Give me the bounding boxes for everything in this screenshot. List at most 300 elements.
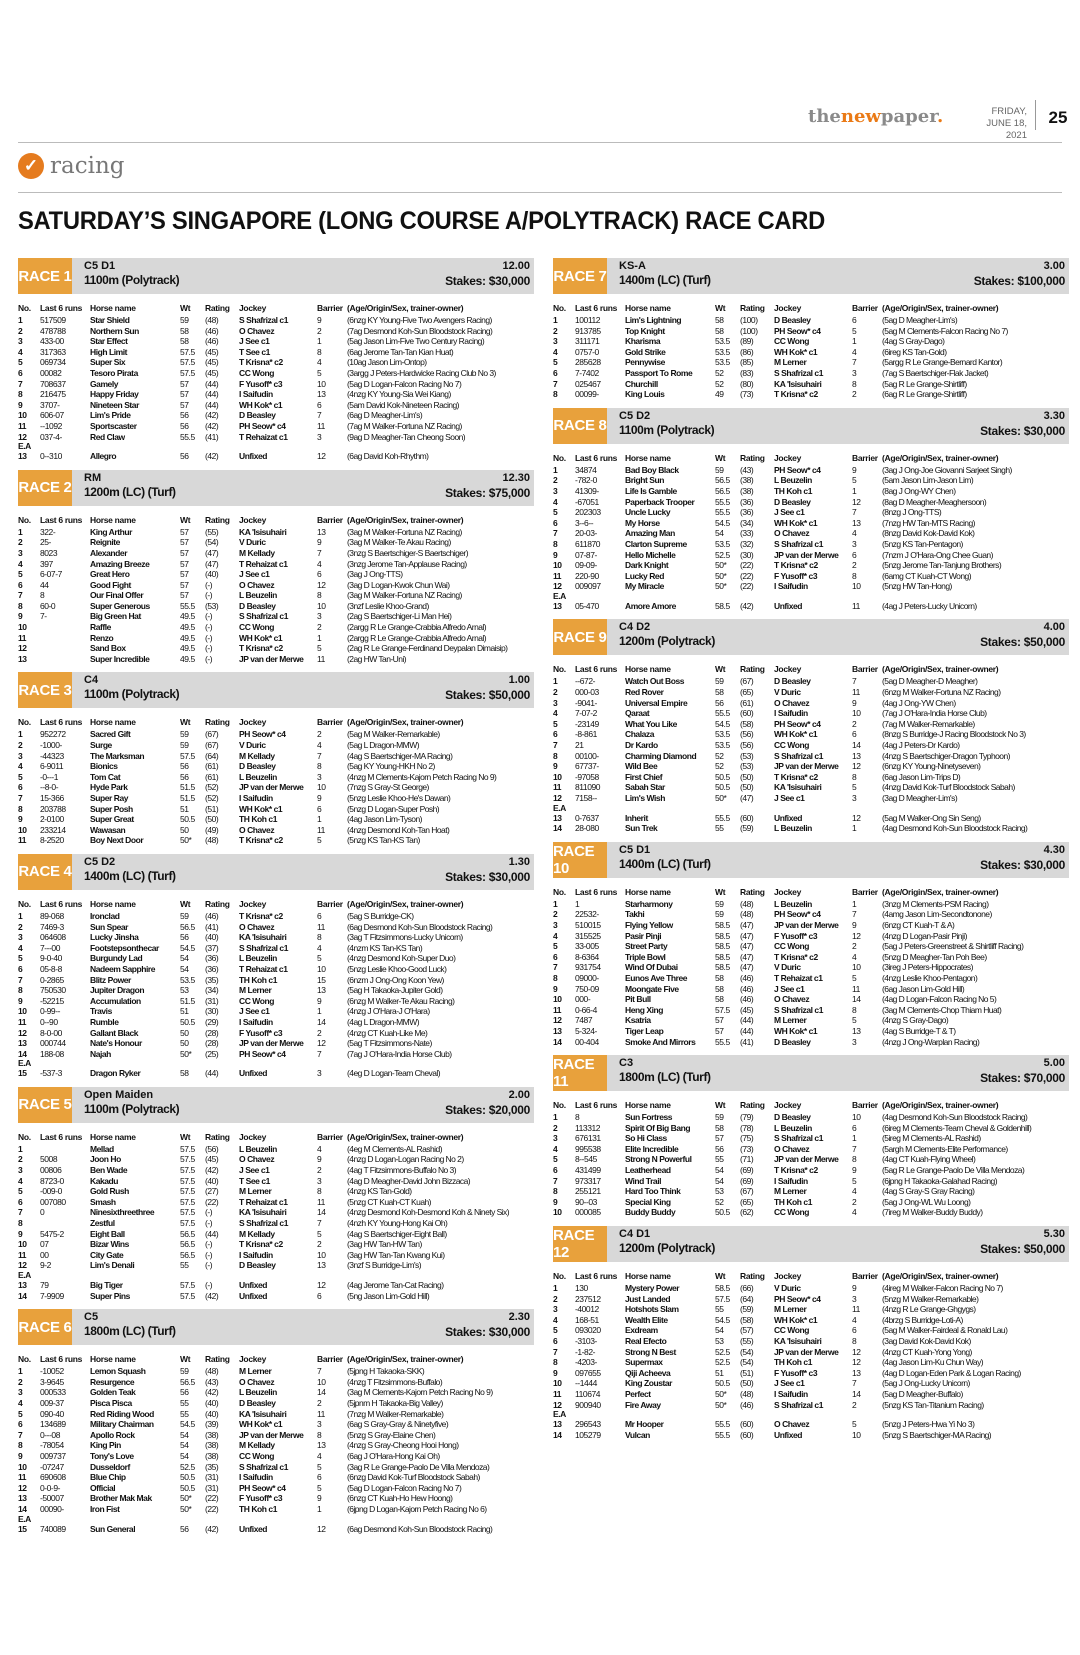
jockey: PH Seow* c4	[239, 420, 286, 431]
horse-name: Strong N Powerful	[625, 1154, 692, 1165]
column-header-runner-number: No.	[553, 886, 566, 897]
jockey: I Saifudin	[239, 1472, 273, 1483]
column-header-barrier: Barrier	[852, 452, 878, 463]
trainer-owner: (5ag T Fitzsimmons-Nate)	[347, 1038, 432, 1049]
weight: 57	[180, 558, 189, 569]
column-header-barrier: Barrier	[852, 1271, 878, 1282]
rating: (48)	[205, 835, 219, 846]
column-header-trainer-owner: (Age/Origin/Sex, trainer-owner)	[882, 886, 999, 897]
column-header-barrier: Barrier	[852, 664, 878, 675]
runner-row	[553, 823, 1069, 834]
column-header-weight: Wt	[180, 1354, 191, 1365]
race-stakes: Stakes: $50,000	[980, 635, 1065, 650]
jockey: WH Kok* c1	[239, 399, 283, 410]
jockey: D Beasley	[239, 600, 276, 611]
rating: (-)	[205, 1207, 213, 1218]
runner-number: 2	[18, 740, 23, 751]
jockey: JP van der Merwe	[239, 782, 304, 793]
jockey: TH Koh c1	[239, 1503, 277, 1514]
weight: 54	[180, 953, 189, 964]
rating: (73)	[740, 389, 754, 400]
runner-number: 10	[553, 771, 562, 782]
weight: 56	[180, 932, 189, 943]
runners-table	[18, 1125, 534, 1301]
rating: (32)	[740, 538, 754, 549]
horse-name: Dragon Ryker	[90, 1068, 141, 1079]
runner-number: 7	[553, 1175, 558, 1186]
last-six-runs: 433-00	[40, 336, 64, 347]
barrier: 3	[317, 1068, 322, 1079]
horse-name: Sun Spear	[90, 921, 128, 932]
runner-number: 5	[553, 357, 558, 368]
jockey: JP van der Merwe	[774, 1154, 839, 1165]
jockey: M Lerner	[239, 985, 272, 996]
jockey: CC Wong	[774, 1325, 809, 1336]
horse-name: Buddy Buddy	[625, 1207, 676, 1218]
horse-name: Vulcan	[625, 1429, 650, 1440]
rating: (22)	[205, 1503, 219, 1514]
top-rule	[18, 142, 1062, 143]
jockey: T Rehaizat c1	[239, 431, 288, 442]
horse-name: Bright Sun	[625, 475, 664, 486]
column-header-last-six-runs: Last 6 runs	[575, 1100, 618, 1111]
weight: 56	[715, 1143, 724, 1154]
jockey: JP van der Merwe	[774, 761, 839, 772]
last-six-runs: -0---1	[40, 771, 59, 782]
weight: 52.5	[715, 549, 730, 560]
column-header-trainer-owner: (Age/Origin/Sex, trainer-owner)	[882, 1100, 999, 1111]
column-header-jockey: Jockey	[239, 1354, 267, 1365]
rating: (67)	[740, 676, 754, 687]
column-header-runner-number: No.	[553, 664, 566, 675]
horse-name: Charming Diamond	[625, 750, 697, 761]
last-six-runs: 8-0-00	[40, 1027, 62, 1038]
runner-number: 14	[18, 1048, 27, 1059]
column-header-trainer-owner: (Age/Origin/Sex, trainer-owner)	[347, 514, 464, 525]
runner-number: 9	[553, 549, 558, 560]
runner-number: 2	[553, 909, 558, 920]
column-header-trainer-owner: (Age/Origin/Sex, trainer-owner)	[347, 898, 464, 909]
rating: (38)	[205, 1450, 219, 1461]
race-header	[553, 258, 1069, 294]
rating: (45)	[205, 1154, 219, 1165]
barrier: 8	[852, 570, 857, 581]
horse-name: Reignite	[90, 537, 120, 548]
weight: 52	[715, 1196, 724, 1207]
table-header-row	[553, 446, 1069, 465]
runner-row	[553, 528, 1069, 539]
barrier: 2	[852, 718, 857, 729]
rating: (47)	[205, 547, 219, 558]
last-six-runs: -1-82-	[575, 1346, 595, 1357]
horse-name: Smash	[90, 1196, 116, 1207]
trainer-owner: (8nzg David Kok-David Kok)	[882, 528, 975, 539]
barrier: 8	[852, 1004, 857, 1015]
column-header-rating: Rating	[205, 303, 230, 313]
weight: 58.5	[715, 919, 730, 930]
runner-number: 10	[18, 1239, 27, 1250]
runner-number: 11	[18, 835, 27, 846]
race-header	[553, 842, 1069, 878]
trainer-owner: (6ag J O'Hara-Hong Kai Oh)	[347, 1450, 440, 1461]
rating: (89)	[740, 336, 754, 347]
weight: 52.5	[715, 1357, 730, 1368]
last-six-runs: --672-	[575, 676, 595, 687]
column-header-jockey: Jockey	[774, 664, 802, 675]
last-six-runs: 34874	[575, 464, 597, 475]
jockey: S Shafrizal c1	[774, 1004, 823, 1015]
horse-name: Pit Bull	[625, 994, 651, 1005]
rating: (-)	[205, 643, 213, 654]
horse-name: Sand Box	[90, 643, 126, 654]
race-header	[18, 1087, 534, 1123]
weight: 58.5	[715, 600, 730, 611]
weight: 49.5	[180, 622, 195, 633]
weight: 57	[180, 389, 189, 400]
runner-number: 4	[553, 346, 558, 357]
jockey: D Beasley	[239, 410, 276, 421]
table-header-row	[18, 508, 534, 527]
weight: 55.5	[715, 507, 730, 518]
horse-name: Lim's Denali	[90, 1260, 135, 1271]
runner-number: 12	[553, 581, 562, 592]
race-stakes: Stakes: $30,000	[445, 1325, 530, 1340]
runner-number: 8	[18, 1218, 23, 1229]
jockey: I Saifudin	[239, 793, 273, 803]
horse-name: Hyde Park	[90, 782, 128, 793]
runner-row	[553, 719, 1069, 730]
barrier: 1	[317, 632, 322, 643]
runner-number: 4	[553, 930, 558, 941]
runner-row	[553, 518, 1069, 529]
runner-number: 13	[553, 600, 562, 611]
runner-row	[553, 1347, 1069, 1358]
weight: 50.5	[715, 1207, 730, 1218]
last-six-runs: 20-03-	[575, 528, 597, 539]
jockey: I Saifudin	[774, 1175, 808, 1186]
weight: 57	[180, 378, 189, 389]
rating: (49)	[205, 824, 219, 835]
column-header-last-six-runs: Last 6 runs	[575, 1271, 618, 1282]
runner-number: 9	[553, 1367, 558, 1378]
barrier: 9	[852, 1283, 857, 1294]
rating: (22)	[205, 1493, 219, 1504]
horse-name: Mystery Power	[625, 1283, 680, 1294]
runner-row	[18, 559, 534, 570]
barrier: 14	[852, 1388, 861, 1399]
rating: (85)	[740, 357, 754, 368]
trainer-owner: (5ag D Meagher-Lim's)	[882, 315, 958, 325]
weight: 57.5	[180, 357, 195, 368]
table-header-row	[553, 296, 1069, 315]
last-six-runs: 7469-3	[40, 921, 64, 932]
rating: (46)	[740, 972, 754, 983]
race-card	[553, 258, 1069, 400]
rating: (47)	[740, 930, 754, 941]
horse-name: Surge	[90, 740, 112, 751]
horse-name: Najah	[90, 1048, 111, 1059]
weight: 51	[715, 1367, 724, 1378]
barrier: 10	[317, 782, 326, 793]
last-six-runs: 811090	[575, 782, 601, 793]
trainer-owner: (3nzf Leslie Khoo-Grand)	[347, 600, 429, 611]
weight: 57	[180, 569, 189, 580]
rating: (42)	[205, 1290, 219, 1301]
weight: 54	[715, 1175, 724, 1186]
weight: 53	[715, 1186, 724, 1197]
jockey: T Krisna* c2	[239, 643, 283, 654]
jockey: V Duric	[239, 740, 266, 751]
weight: 56.5	[715, 485, 730, 496]
last-six-runs: 037-4-	[40, 431, 62, 442]
horse-name: Uncle Lucky	[625, 507, 671, 518]
runner-row	[18, 1250, 534, 1261]
last-six-runs: 009097	[575, 581, 601, 592]
horse-name: Official	[90, 1482, 116, 1493]
emergency-acceptor-label: E.A	[553, 591, 566, 601]
barrier: 4	[852, 1314, 857, 1325]
runners-table	[18, 892, 534, 1079]
barrier: 13	[317, 389, 326, 400]
emergency-acceptor-label: E.A	[553, 803, 566, 813]
weight: 58.5	[715, 930, 730, 941]
trainer-owner: (7nzg S Gray-St George)	[347, 782, 429, 793]
jockey: L Beuzelin	[774, 823, 812, 834]
horse-name: Star Shield	[90, 315, 130, 325]
jockey: M Kellady	[239, 1440, 275, 1451]
horse-name: Happy Friday	[90, 389, 139, 400]
race-distance: 1100m (Polytrack)	[619, 422, 715, 437]
race-class: C4 D2	[619, 621, 651, 634]
rating: (61)	[205, 771, 219, 782]
rating: (42)	[205, 1387, 219, 1398]
race-card	[18, 1309, 534, 1534]
horse-name: Northern Sun	[90, 325, 139, 336]
runner-row	[553, 357, 1069, 368]
rating: (27)	[205, 1186, 219, 1197]
runner-number: 5	[553, 1325, 558, 1336]
race-distance: 1400m (LC) (Turf)	[84, 868, 176, 883]
runner-number: 3	[18, 1387, 23, 1398]
jockey: KA 'Isisuhairi	[239, 1408, 287, 1419]
barrier: 8	[317, 761, 322, 772]
rating: (65)	[740, 1196, 754, 1207]
barrier: 5	[852, 1419, 857, 1430]
jockey: L Beuzelin	[774, 898, 812, 909]
jockey: WH Kok* c1	[774, 1314, 818, 1325]
last-six-runs: 000744	[40, 1038, 66, 1049]
rating: (46)	[740, 994, 754, 1005]
horse-name: Blitz Power	[90, 974, 131, 985]
rating: (61)	[205, 761, 219, 772]
runner-number: 13	[18, 1280, 27, 1290]
trainer-owner: (5nzg M Walker-Remarkable)	[882, 1293, 979, 1304]
rating: (59)	[740, 1304, 754, 1315]
last-six-runs: 220-90	[575, 570, 599, 581]
runner-row	[553, 315, 1069, 326]
runner-number: 10	[18, 622, 27, 633]
runner-number: 12	[553, 793, 562, 803]
issue-date-full: JUNE 18, 2021	[986, 118, 1027, 141]
weight: 57.5	[180, 346, 195, 357]
runner-number: 13	[18, 1038, 27, 1049]
runner-number: 5	[18, 771, 23, 782]
horse-name: Exdream	[625, 1325, 658, 1336]
weight: 55.5	[715, 812, 730, 823]
runner-number: 8	[18, 1440, 23, 1451]
last-six-runs	[40, 654, 90, 665]
weight: 54	[715, 528, 724, 539]
runner-row	[18, 643, 534, 654]
trainer-owner: (7nzg M Walker-Remarkable)	[347, 1408, 444, 1419]
barrier: 2	[317, 1165, 322, 1176]
last-six-runs: 296543	[575, 1419, 601, 1430]
barrier: 3	[852, 538, 857, 549]
rating: (46)	[205, 910, 219, 921]
rating: (42)	[205, 410, 219, 421]
weight: 50.5	[180, 814, 195, 825]
runner-row	[553, 507, 1069, 518]
last-six-runs: 0--90	[40, 1016, 58, 1027]
runner-row	[18, 1504, 534, 1515]
runner-row	[18, 1017, 534, 1028]
race-stakes: Stakes: $50,000	[445, 688, 530, 703]
barrier: 14	[317, 1016, 326, 1027]
horse-name: Gold Rush	[90, 1186, 129, 1197]
weight: 56	[180, 761, 189, 772]
weight: 54.5	[715, 517, 730, 528]
race-stakes: Stakes: $30,000	[445, 274, 530, 288]
rating: (59)	[740, 823, 754, 834]
runner-number: 13	[18, 451, 27, 462]
barrier: 2	[852, 560, 857, 571]
jockey: WH Kok* c1	[239, 1419, 283, 1430]
last-six-runs: 7---00	[40, 942, 60, 953]
weight: 50	[180, 1038, 189, 1049]
horse-name: Wealth Elite	[625, 1314, 668, 1325]
last-six-runs: 5475-2	[40, 1228, 64, 1239]
jockey: TH Koh c1	[239, 974, 277, 985]
barrier: 4	[317, 558, 322, 569]
trainer-owner: (5nzg Leslie Khoo-He's Dawan)	[347, 793, 451, 803]
horse-name: Wawasan	[90, 824, 126, 835]
weight: 50*	[180, 835, 192, 846]
barrier: 12	[317, 1523, 326, 1534]
runner-row	[18, 1430, 534, 1441]
horse-name: Universal Empire	[625, 697, 688, 708]
weight: 57	[180, 579, 189, 590]
column-header-runner-number: No.	[553, 452, 566, 463]
runner-number: 2	[553, 1122, 558, 1133]
last-six-runs: -50007	[40, 1493, 64, 1504]
barrier: 3	[317, 1175, 322, 1186]
jockey: V Duric	[774, 687, 801, 698]
weight: 57.5	[180, 1280, 195, 1290]
horse-name: Eight Ball	[90, 1228, 125, 1239]
column-header-last-six-runs: Last 6 runs	[40, 514, 83, 525]
barrier: 10	[852, 708, 861, 719]
jockey: CC Wong	[239, 995, 274, 1006]
runner-row	[553, 813, 1069, 824]
trainer-owner: (4nzg T Fitzsimmons-Buffalo)	[347, 1376, 443, 1387]
column-header-weight: Wt	[715, 1100, 726, 1111]
trainer-owner: (5nzg D Meagher-Tan Poh Bee)	[882, 951, 987, 962]
runner-row	[553, 994, 1069, 1005]
runner-row	[18, 611, 534, 622]
weight: 52	[715, 378, 724, 389]
emergency-acceptor-label: E.A	[18, 1514, 31, 1524]
runner-row	[553, 751, 1069, 762]
trainer-owner: (4ag Jason Lim-Ku Chun Way)	[882, 1357, 984, 1368]
barrier: 3	[852, 1036, 857, 1047]
runner-number: 15	[18, 1068, 27, 1079]
horse-name: Triple Bowl	[625, 951, 666, 962]
jockey: M Lerner	[239, 1186, 272, 1197]
rating: (56)	[740, 729, 754, 740]
weight: 55.5	[715, 1429, 730, 1440]
column-header-jockey: Jockey	[774, 1271, 802, 1282]
rating: (30)	[740, 549, 754, 560]
race-header	[553, 1055, 1069, 1091]
weight: 49.5	[180, 653, 195, 664]
barrier: 7	[852, 507, 857, 518]
rating: (79)	[740, 1112, 754, 1123]
rating: (65)	[740, 687, 754, 698]
trainer-owner: (3ag R Le Grange-Paolo De Villa Mendoza)	[347, 1461, 490, 1472]
runner-number: 4	[18, 1175, 23, 1186]
barrier: 8	[317, 590, 322, 601]
race-stakes: Stakes: $30,000	[980, 423, 1065, 438]
column-header-rating: Rating	[740, 886, 765, 897]
horse-name: Starharmony	[625, 898, 673, 909]
horse-name: Inherit	[625, 812, 648, 823]
trainer-owner: (5ag H Takaoka-Jupiter Gold)	[347, 985, 443, 996]
rating: (46)	[740, 1399, 754, 1410]
runner-row	[18, 326, 534, 337]
trainer-owner: (8nzg J Ong-TTS)	[882, 507, 942, 518]
last-six-runs: 8--545	[575, 1154, 597, 1165]
weight: 58	[715, 972, 724, 983]
last-six-runs: 00082	[40, 367, 62, 378]
runner-number: 6	[18, 782, 23, 793]
runner-row	[18, 1006, 534, 1017]
rating: (44)	[205, 399, 219, 410]
barrier: 12	[317, 1038, 326, 1049]
barrier: 1	[317, 814, 322, 825]
issue-date-day: FRIDAY,	[991, 106, 1027, 117]
horse-name: Pisca Pisca	[90, 1397, 132, 1408]
race-number-badge: RACE 7	[553, 258, 607, 294]
jockey: S Shafrizal c1	[774, 538, 823, 549]
jockey: I Saifudin	[774, 708, 808, 719]
runner-number: 4	[553, 708, 558, 719]
column-header-last-six-runs: Last 6 runs	[40, 898, 83, 909]
weight: 59	[180, 729, 189, 740]
barrier: 9	[852, 1165, 857, 1176]
last-six-runs: 237512	[575, 1293, 601, 1304]
last-six-runs: 0-99--	[40, 1006, 60, 1017]
runner-row	[18, 964, 534, 975]
barrier: 5	[317, 953, 322, 964]
rating: (42)	[740, 600, 754, 611]
barrier: 8	[317, 932, 322, 943]
runner-number: 8	[18, 803, 23, 814]
runner-number: 14	[553, 823, 562, 834]
jockey: Unfixed	[239, 1068, 268, 1079]
column-header-barrier: Barrier	[852, 303, 878, 313]
last-six-runs: -67051	[575, 496, 599, 507]
column-header-runner-number: No.	[18, 898, 31, 909]
